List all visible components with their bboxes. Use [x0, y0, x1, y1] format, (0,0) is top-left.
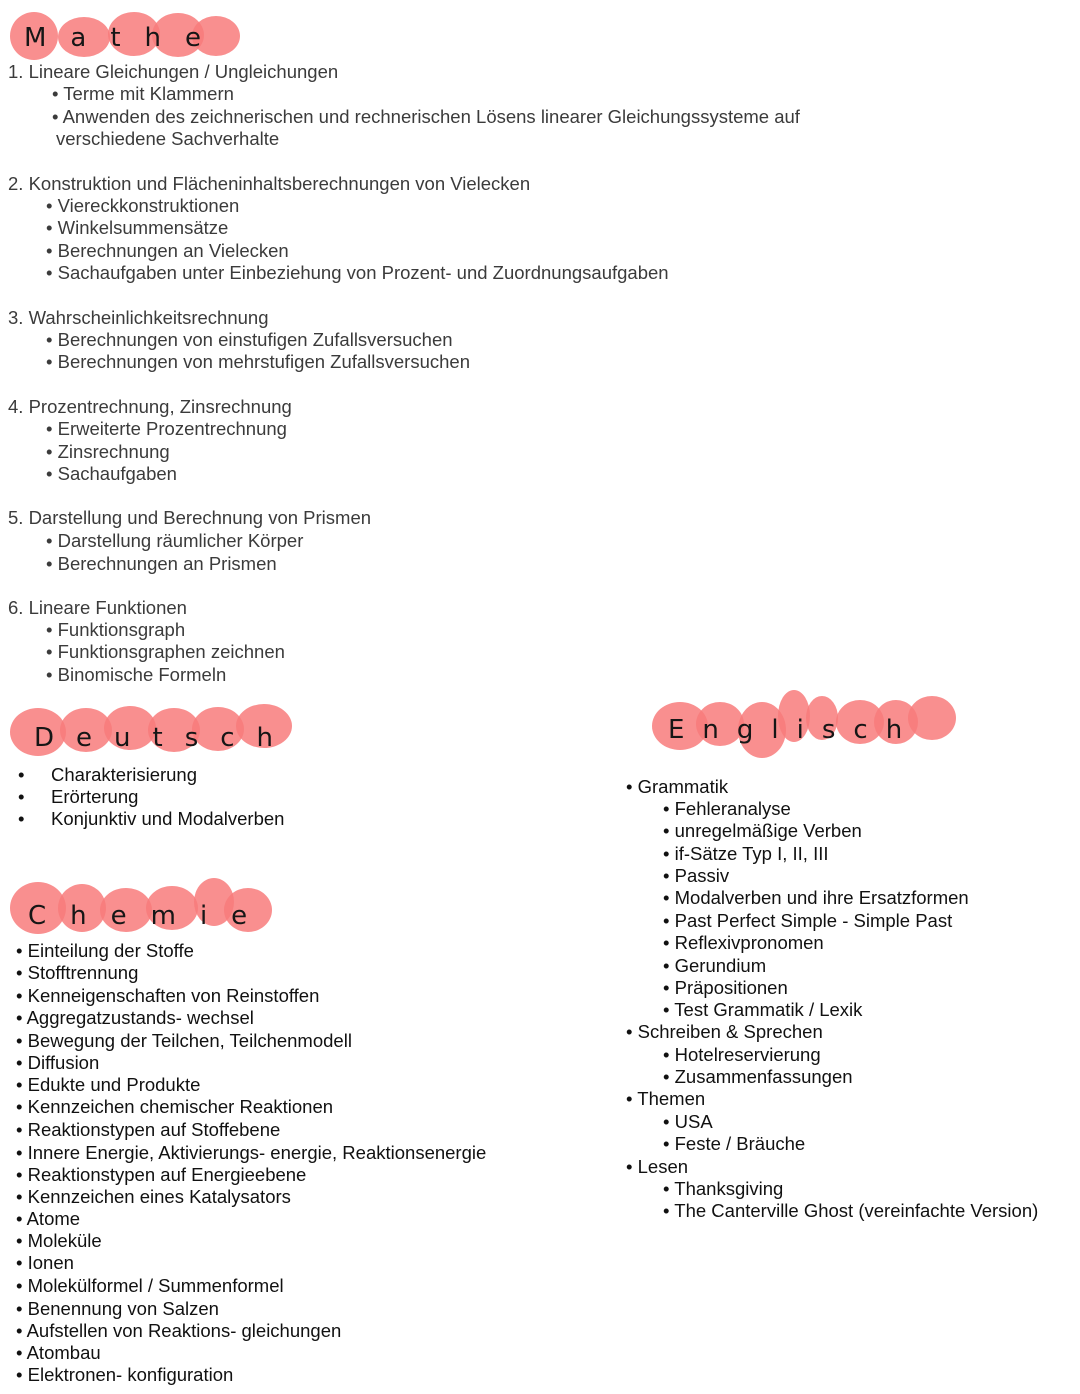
- chemie-item: • Benennung von Salzen: [16, 1298, 219, 1319]
- englisch-title: [650, 688, 960, 760]
- englisch-group-label: • Themen: [626, 1088, 706, 1109]
- chemie-item: • Diffusion: [16, 1052, 100, 1073]
- mathe-heading-2: 2. Konstruktion und Flächeninhaltsberechnungen von Vielecken: [8, 173, 531, 194]
- chemie-item: • Reaktionstypen auf Energieebene: [16, 1164, 307, 1185]
- mathe-item: • Berechnungen von mehrstufigen Zufallsversuchen: [46, 351, 471, 372]
- englisch-item: • Test Grammatik / Lexik: [663, 999, 863, 1020]
- mathe-title-lettering: [6, 4, 246, 60]
- chemie-item: • Edukte und Produkte: [16, 1074, 201, 1095]
- chemie-item: • Kennzeichen chemischer Reaktionen: [16, 1096, 334, 1117]
- chemie-item: • Stofftrennung: [16, 962, 139, 983]
- mathe-item: • Viereckkonstruktionen: [46, 195, 240, 216]
- chemie-item: • Kenneigenschaften von Reinstoffen: [16, 985, 320, 1006]
- mathe-item: • Funktionsgraph: [46, 619, 186, 640]
- deutsch-bullet: •: [18, 808, 25, 829]
- chemie-item: • Aggregatzustands- wechsel: [16, 1007, 254, 1028]
- mathe-heading-4: 4. Prozentrechnung, Zinsrechnung: [8, 396, 292, 417]
- englisch-item: • Hotelreservierung: [663, 1044, 821, 1065]
- mathe-item: • Darstellung räumlicher Körper: [46, 530, 304, 551]
- deutsch-title-text: Deutsch: [34, 723, 296, 753]
- chemie-item: • Kennzeichen eines Katalysators: [16, 1186, 291, 1207]
- mathe-item: • Berechnungen an Prismen: [46, 553, 277, 574]
- mathe-item: • Funktionsgraphen zeichnen: [46, 641, 285, 662]
- mathe-title-text: Mathe: [24, 23, 226, 53]
- chemie-title-lettering: [8, 874, 278, 938]
- englisch-item: • Reflexivpronomen: [663, 932, 824, 953]
- englisch-item: • Passiv: [663, 865, 730, 886]
- mathe-heading-3: 3. Wahrscheinlichkeitsrechnung: [8, 307, 269, 328]
- mathe-item: • Anwenden des zeichnerischen und rechnerischen Lösens linearer Gleichungssysteme auf: [52, 106, 800, 127]
- mathe-item: verschiedene Sachverhalte: [56, 128, 280, 149]
- mathe-item: • Berechnungen an Vielecken: [46, 240, 289, 261]
- mathe-item: • Binomische Formeln: [46, 664, 227, 685]
- englisch-item: • Gerundium: [663, 955, 767, 976]
- englisch-item: • if-Sätze Typ I, II, III: [663, 843, 829, 864]
- englisch-group-label: • Schreiben & Sprechen: [626, 1021, 823, 1042]
- chemie-title-text: Chemie: [28, 901, 272, 931]
- chemie-item: • Bewegung der Teilchen, Teilchenmodell: [16, 1030, 352, 1051]
- englisch-group-label: • Lesen: [626, 1156, 689, 1177]
- mathe-item: • Sachaufgaben: [46, 463, 177, 484]
- chemie-item: • Moleküle: [16, 1230, 102, 1251]
- deutsch-title-lettering: [8, 700, 308, 760]
- chemie-item: • Elektronen- konfiguration: [16, 1364, 234, 1385]
- englisch-item: • USA: [663, 1111, 713, 1132]
- chemie-title: [8, 874, 278, 938]
- chemie-item: • Ionen: [16, 1252, 74, 1273]
- deutsch-item: Charakterisierung: [51, 764, 198, 785]
- englisch-item: • Fehleranalyse: [663, 798, 791, 819]
- mathe-item: • Berechnungen von einstufigen Zufallsversuchen: [46, 329, 453, 350]
- englisch-item: • Thanksgiving: [663, 1178, 784, 1199]
- englisch-item: • unregelmäßige Verben: [663, 820, 862, 841]
- mathe-item: • Sachaufgaben unter Einbeziehung von Prozent- und Zuordnungsaufgaben: [46, 262, 669, 283]
- chemie-item: • Atome: [16, 1208, 81, 1229]
- chemie-item: • Innere Energie, Aktivierungs- energie, Reaktionsenergie: [16, 1142, 487, 1163]
- mathe-heading-1: 1. Lineare Gleichungen / Ungleichungen: [8, 61, 339, 82]
- chemie-item: • Molekülformel / Summenformel: [16, 1275, 284, 1296]
- chemie-item: • Aufstellen von Reaktions- gleichungen: [16, 1320, 342, 1341]
- chemie-item: • Atombau: [16, 1342, 101, 1363]
- englisch-item: • Feste / Bräuche: [663, 1133, 806, 1154]
- mathe-heading-6: 6. Lineare Funktionen: [8, 597, 187, 618]
- mathe-item: • Winkelsummensätze: [46, 217, 229, 238]
- englisch-item: • Präpositionen: [663, 977, 788, 998]
- englisch-title-text: Englisch: [668, 715, 921, 745]
- mathe-item: • Zinsrechnung: [46, 441, 170, 462]
- englisch-item: • Zusammenfassungen: [663, 1066, 853, 1087]
- deutsch-title: [8, 700, 308, 760]
- englisch-item: • Modalverben und ihre Ersatzformen: [663, 887, 969, 908]
- chemie-item: • Einteilung der Stoffe: [16, 940, 194, 961]
- mathe-title: [6, 4, 246, 60]
- mathe-heading-5: 5. Darstellung und Berechnung von Prismen: [8, 507, 372, 528]
- deutsch-item: Konjunktiv und Modalverben: [51, 808, 285, 829]
- englisch-item: • Past Perfect Simple - Simple Past: [663, 910, 953, 931]
- englisch-item: • The Canterville Ghost (vereinfachte Version): [663, 1200, 1039, 1221]
- deutsch-item: Erörterung: [51, 786, 139, 807]
- mathe-item: • Erweiterte Prozentrechnung: [46, 418, 287, 439]
- chemie-item: • Reaktionstypen auf Stoffebene: [16, 1119, 281, 1140]
- deutsch-bullet: •: [18, 786, 25, 807]
- mathe-item: • Terme mit Klammern: [52, 83, 234, 104]
- englisch-title-lettering: [650, 688, 960, 760]
- englisch-group-label: • Grammatik: [626, 776, 729, 797]
- deutsch-bullet: •: [18, 764, 25, 785]
